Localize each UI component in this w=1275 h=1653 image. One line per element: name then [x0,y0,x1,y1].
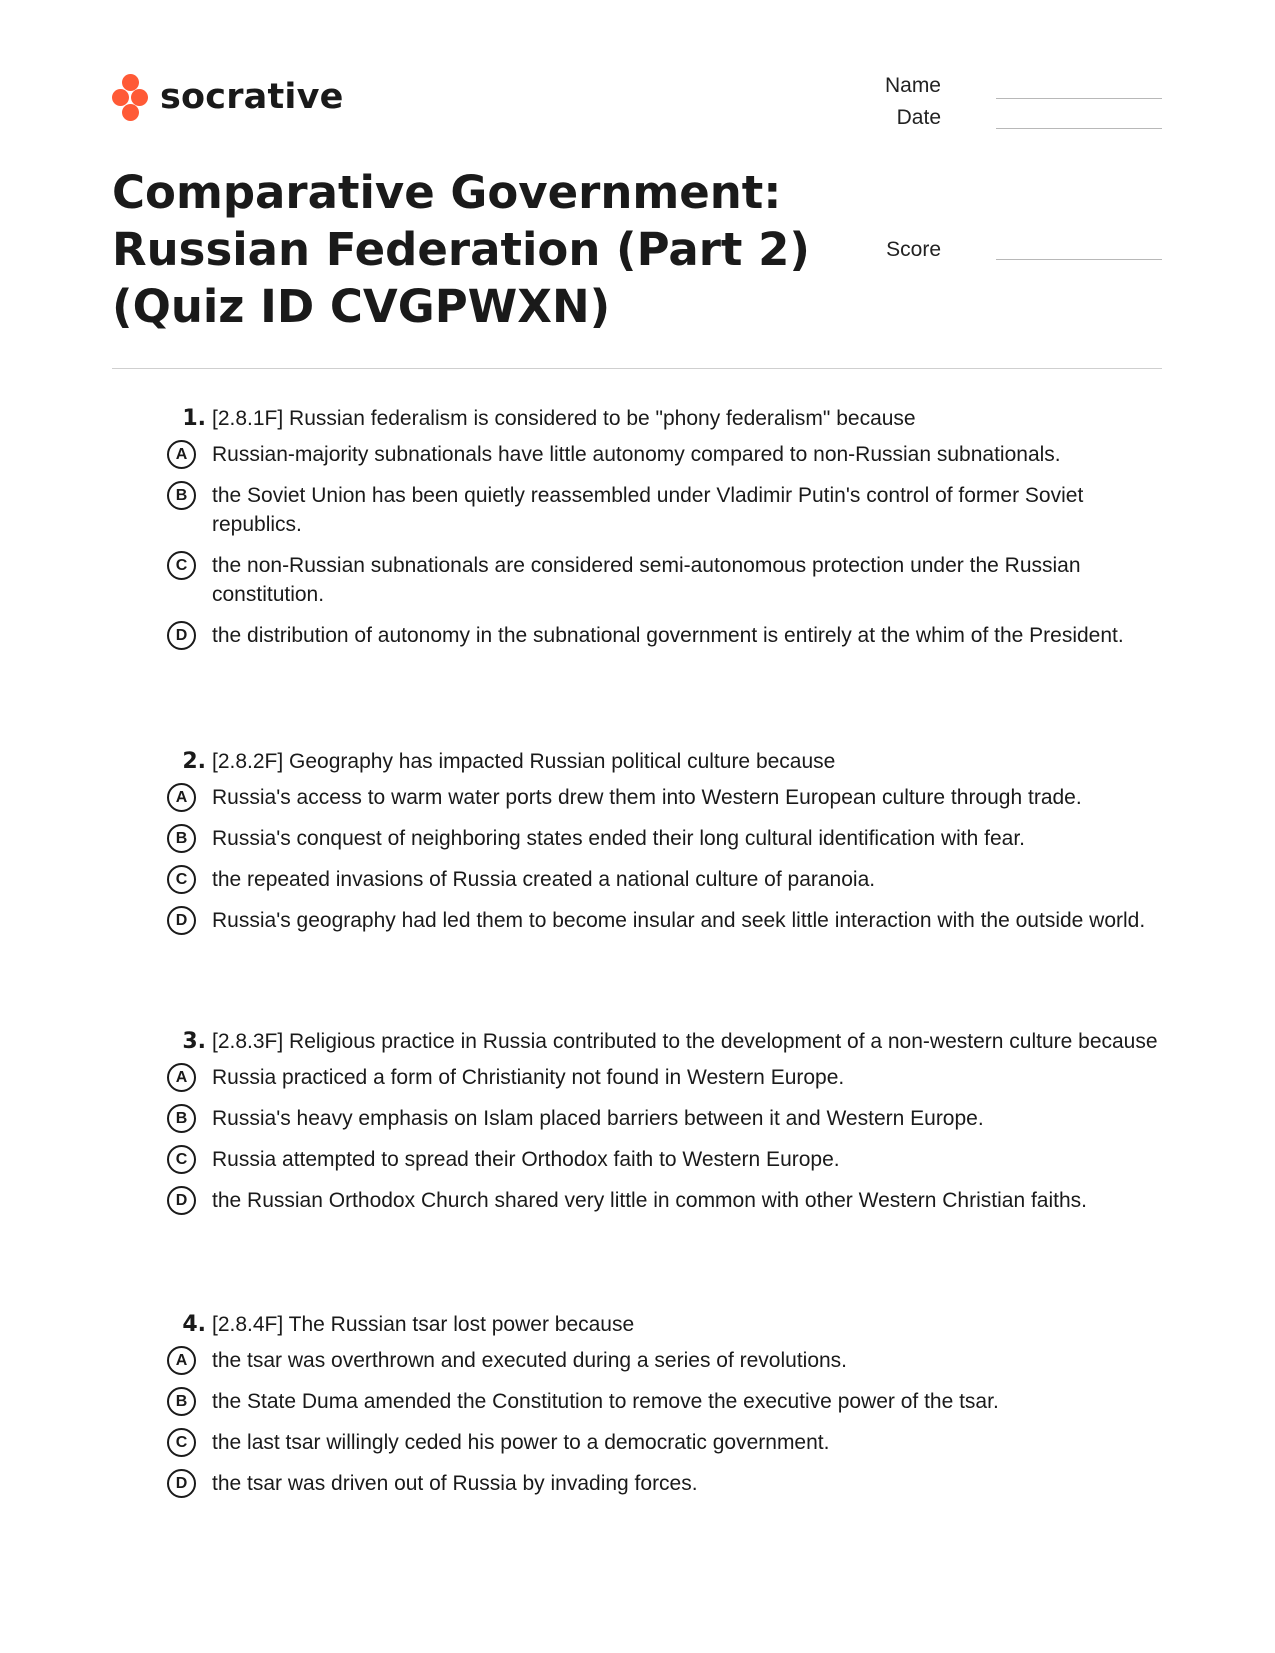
question-3 [112,1027,1162,1215]
answer-option-c[interactable] [112,1428,1162,1457]
answer-bubble-c[interactable]: C [167,1145,196,1174]
answer-option-b[interactable] [112,481,1162,539]
question-text: [2.8.1F] Russian federalism is considered to be "phony federalism" because [212,407,916,430]
date-field-line[interactable] [996,128,1162,129]
answer-bubble-b[interactable]: B [167,481,196,510]
answer-bubble-d[interactable]: D [167,1186,196,1215]
answer-text: Russia attempted to spread their Orthodox faith to Western Europe. [212,1148,840,1171]
answer-bubble-d[interactable]: D [167,906,196,935]
answer-option-c[interactable] [112,551,1162,609]
answer-text: Russia's heavy emphasis on Islam placed barriers between it and Western Europe. [212,1107,984,1130]
question-number: 2. [182,749,206,774]
answer-text: Russia practiced a form of Christianity not found in Western Europe. [212,1066,845,1089]
question-number: 3. [182,1029,206,1054]
socrative-logo-icon [112,74,150,122]
question-text: [2.8.3F] Religious practice in Russia contributed to the development of a non-western culture because [212,1030,1158,1053]
answer-bubble-c[interactable]: C [167,551,196,580]
answer-option-a[interactable] [112,783,1162,812]
name-field-line[interactable] [996,98,1162,99]
socrative-logo [112,74,344,122]
question-2 [112,747,1162,935]
answer-option-d[interactable] [112,1186,1162,1215]
answer-text: Russian-majority subnationals have little autonomy compared to non-Russian subnationals. [212,443,1061,466]
answer-bubble-c[interactable]: C [167,1428,196,1457]
header-divider [112,368,1162,369]
answer-bubble-b[interactable]: B [167,1387,196,1416]
quiz-title: Comparative Government: Russian Federation (Part 2) (Quiz ID CVGPWXN) [112,166,810,333]
date-label: Date [896,106,941,129]
answer-text: the tsar was driven out of Russia by invading forces. [212,1472,698,1495]
answer-bubble-d[interactable]: D [167,621,196,650]
question-number: 4. [182,1312,206,1337]
question-text: [2.8.2F] Geography has impacted Russian political culture because [212,750,836,773]
answer-text: the State Duma amended the Constitution to remove the executive power of the tsar. [212,1390,999,1413]
question-1 [112,404,1162,650]
score-label: Score [886,238,941,261]
answer-option-d[interactable] [112,906,1162,935]
answer-text: the non-Russian subnationals are considered semi-autonomous protection under the Russian constitution. [212,554,1081,606]
answer-text: the distribution of autonomy in the subnational government is entirely at the whim of the President. [212,624,1124,647]
answer-option-d[interactable] [112,621,1162,650]
answer-option-d[interactable] [112,1469,1162,1498]
answer-text: Russia's access to warm water ports drew them into Western European culture through trade. [212,786,1082,809]
answer-option-b[interactable] [112,1104,1162,1133]
answer-text: the Soviet Union has been quietly reassembled under Vladimir Putin's control of former Soviet republics. [212,484,1084,536]
answer-text: the repeated invasions of Russia created a national culture of paranoia. [212,868,876,891]
answer-text: the Russian Orthodox Church shared very little in common with other Western Christian faiths. [212,1189,1087,1212]
question-4 [112,1310,1162,1498]
answer-text: Russia's geography had led them to become insular and seek little interaction with the outside world. [212,909,1146,932]
answer-bubble-c[interactable]: C [167,865,196,894]
answer-bubble-a[interactable]: A [167,783,196,812]
answer-option-a[interactable] [112,440,1162,469]
answer-option-a[interactable] [112,1346,1162,1375]
score-field-line[interactable] [996,259,1162,260]
name-label: Name [884,74,941,97]
question-number: 1. [182,406,206,431]
answer-bubble-a[interactable]: A [167,1346,196,1375]
answer-text: Russia's conquest of neighboring states ended their long cultural identification with fear. [212,827,1026,850]
answer-option-b[interactable] [112,1387,1162,1416]
answer-bubble-a[interactable]: A [167,440,196,469]
brand-name: socrative [160,77,344,117]
answer-text: the tsar was overthrown and executed during a series of revolutions. [212,1349,848,1372]
answer-bubble-a[interactable]: A [167,1063,196,1092]
answer-bubble-b[interactable]: B [167,824,196,853]
question-text: [2.8.4F] The Russian tsar lost power because [212,1313,635,1336]
answer-option-a[interactable] [112,1063,1162,1092]
answer-bubble-d[interactable]: D [167,1469,196,1498]
answer-text: the last tsar willingly ceded his power to a democratic government. [212,1431,830,1454]
answer-bubble-b[interactable]: B [167,1104,196,1133]
answer-option-c[interactable] [112,1145,1162,1174]
answer-option-b[interactable] [112,824,1162,853]
answer-option-c[interactable] [112,865,1162,894]
